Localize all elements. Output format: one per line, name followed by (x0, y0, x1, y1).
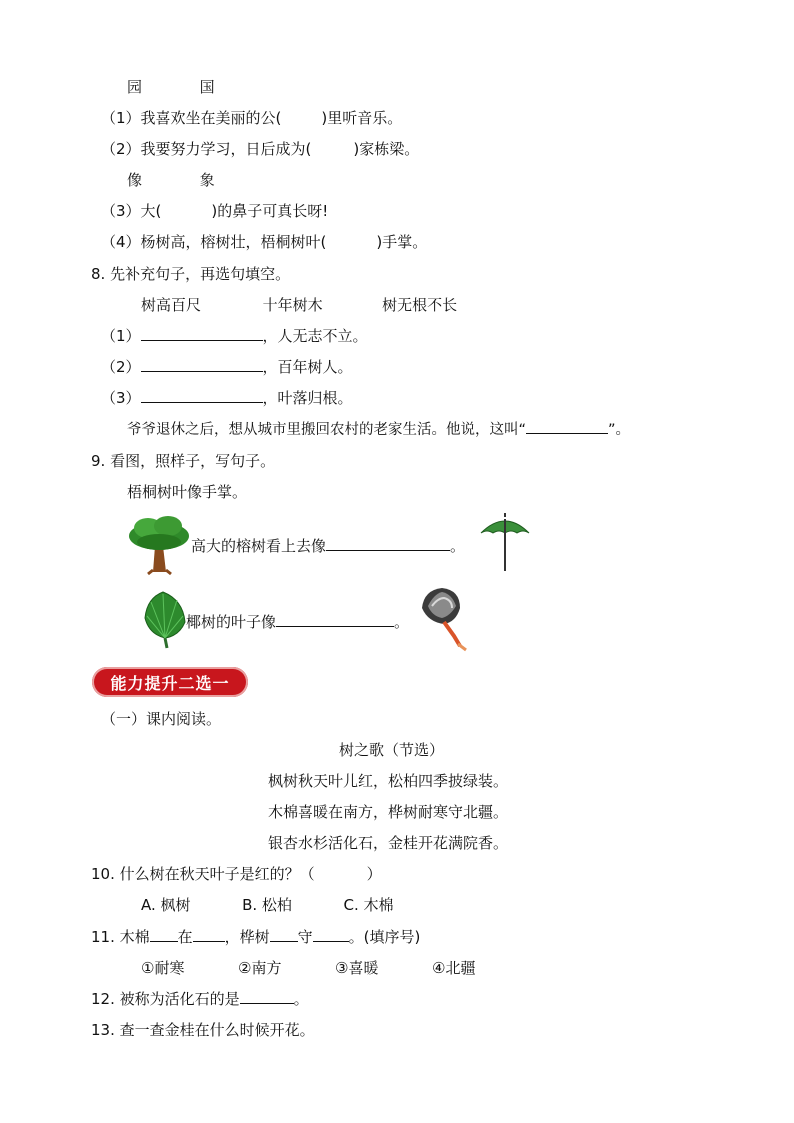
q13-stem: 13. 查一查金桂在什么时候开花。 (91, 1021, 315, 1039)
q7-sentence-3: （3）大( )的鼻子可真长呀! (101, 202, 329, 220)
fill-line[interactable] (270, 927, 298, 942)
char-option: 国 (199, 78, 215, 96)
q7-sentence-2: （2）我要努力学习，日后成为( )家栋梁。 (101, 140, 420, 158)
char-option: 园 (127, 78, 143, 96)
q9-title: 9. 看图，照样子，写句子。 (91, 452, 276, 470)
q7-sentence-4: （4）杨树高，榕树壮，梧桐树叶( )手掌。 (101, 233, 428, 251)
poem-line: 银杏水杉活化石，金桂开花满院香。 (268, 834, 509, 852)
fill-line[interactable] (141, 357, 263, 372)
fill-line[interactable] (141, 388, 263, 403)
q8-line-1: （1） ，人无志不立。 (101, 327, 368, 345)
choice-option: ④北疆 (432, 959, 476, 977)
q7-sentence-1: （1）我喜欢坐在美丽的公( )里听音乐。 (101, 109, 403, 127)
q8-line-3: （3） ，叶落归根。 (101, 389, 353, 407)
fill-line[interactable] (326, 536, 450, 551)
char-option: 象 (199, 171, 215, 189)
char-option: 像 (127, 171, 143, 189)
char-pair-1 (127, 77, 215, 97)
choice-option[interactable]: A. 枫树 (141, 896, 191, 914)
poem-line: 枫树秋天叶儿红，松柏四季披绿装。 (268, 772, 509, 790)
q10-stem: 10. 什么树在秋天叶子是红的？（ ） (91, 865, 382, 883)
choice-option[interactable]: C. 木棉 (343, 896, 394, 914)
fill-line[interactable] (526, 419, 608, 434)
q12-stem: 12. 被称为活化石的是 。 (91, 990, 309, 1008)
feather-fan-icon (418, 586, 472, 652)
q10-options (141, 895, 394, 915)
fill-line[interactable] (276, 612, 394, 627)
q8-title: 8. 先补充句子，再选句填空。 (91, 265, 291, 283)
poem-line: 木棉喜暖在南方，桦树耐寒守北疆。 (268, 803, 509, 821)
banyan-tree-icon (126, 512, 192, 576)
fill-line[interactable] (150, 927, 178, 942)
umbrella-icon (479, 513, 531, 575)
q8-option: 十年树木 (262, 296, 323, 314)
fill-line[interactable] (240, 989, 294, 1004)
choice-option: ②南方 (238, 959, 282, 977)
choice-option: ①耐寒 (141, 959, 185, 977)
q9-sentence-2: 椰树的叶子像 。 (186, 613, 410, 631)
fill-line[interactable] (193, 927, 225, 942)
char-pair-2 (127, 170, 215, 190)
q8-options (141, 295, 457, 315)
poem-title: 树之歌（节选） (339, 741, 445, 759)
q8-option: 树高百尺 (141, 296, 202, 314)
palm-leaf-icon (139, 588, 191, 650)
q11-stem: 11. 木棉 在 ，桦树 守 。(填序号) (91, 928, 421, 946)
choice-option[interactable]: B. 松柏 (242, 896, 292, 914)
fill-line[interactable] (313, 927, 349, 942)
q8-line-2: （2） ，百年树人。 (101, 358, 353, 376)
q9-sentence-1: 高大的榕树看上去像 。 (191, 537, 466, 555)
fill-line[interactable] (141, 326, 263, 341)
q9-example: 梧桐树叶像手掌。 (127, 483, 248, 501)
reading-label: （一）课内阅读。 (101, 710, 222, 728)
q8-option: 树无根不长 (382, 296, 458, 314)
choice-option: ③喜暖 (335, 959, 379, 977)
section-banner (92, 667, 248, 697)
q11-options (141, 958, 476, 978)
q8-story: 爷爷退休之后，想从城市里搬回农村的老家生活。他说，这叫“ ”。 (127, 419, 630, 440)
section-banner-text: 能力提升二选一 (110, 674, 230, 693)
